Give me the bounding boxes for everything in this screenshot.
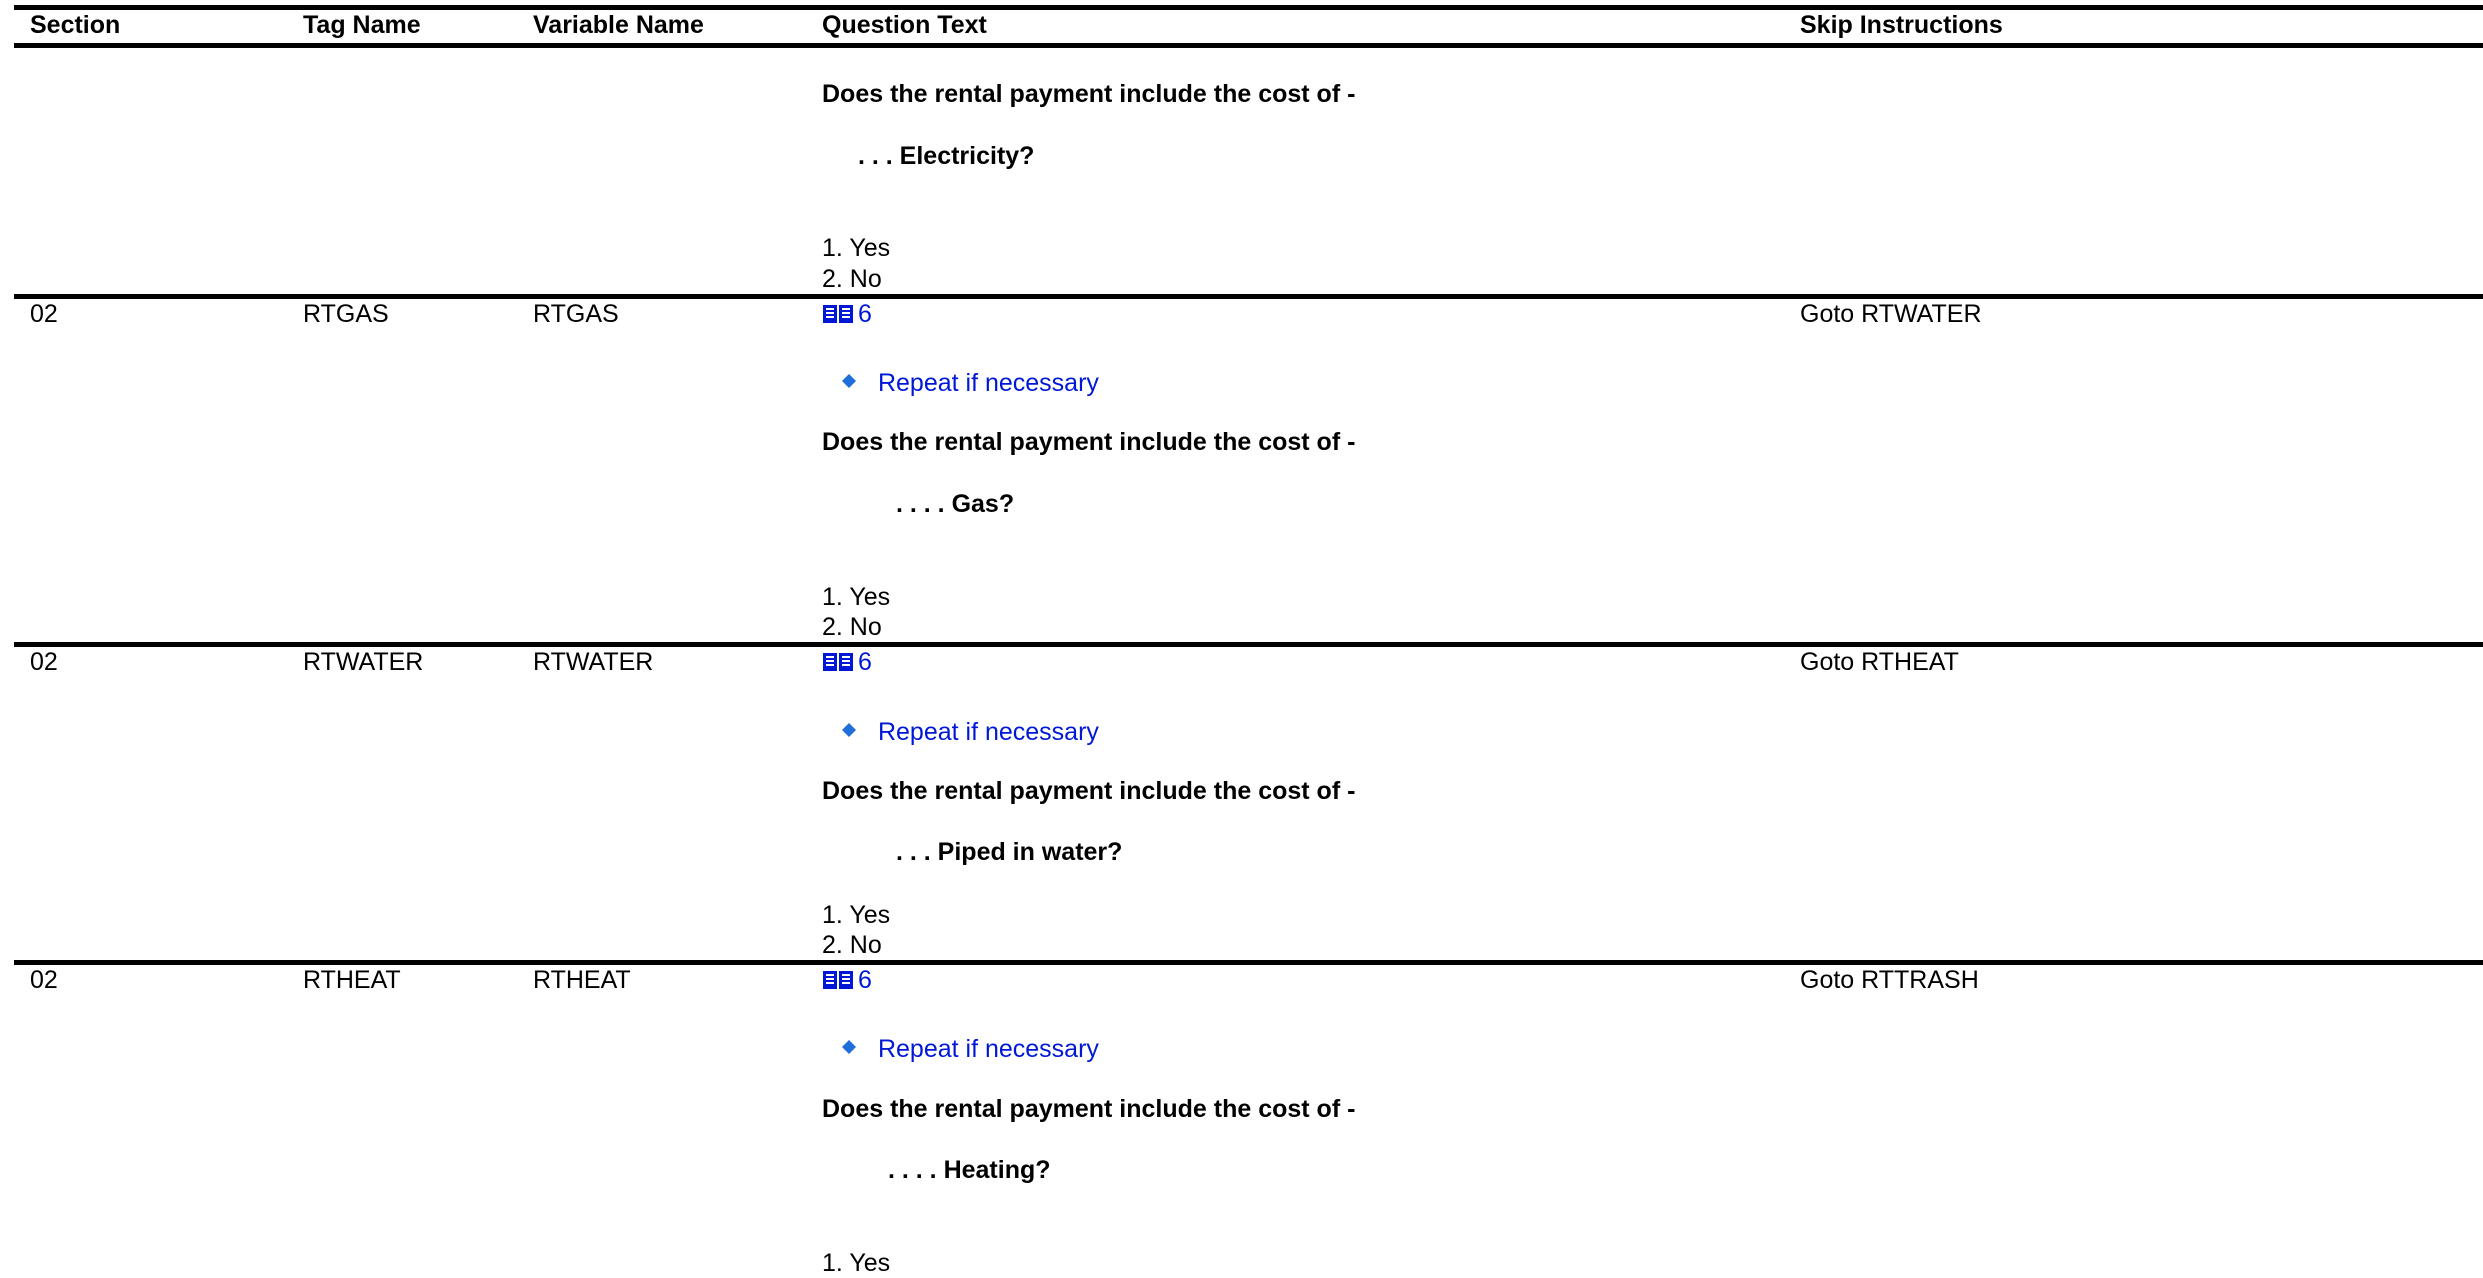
col-header-section: Section: [30, 11, 121, 39]
col-header-tag-name: Tag Name: [303, 11, 421, 39]
answer-option: 2. No: [822, 613, 882, 641]
cell-variable-name: RTWATER: [533, 648, 654, 676]
diamond-bullet-icon: [841, 715, 857, 745]
answer-option: 1. Yes: [822, 901, 891, 929]
question-stem: Does the rental payment include the cost of -: [822, 1095, 1356, 1123]
question-stem: Does the rental payment include the cost of -: [822, 80, 1356, 108]
cell-variable-name: RTGAS: [533, 300, 619, 328]
cell-tag-name: RTWATER: [303, 648, 424, 676]
book-icon: [822, 650, 854, 680]
diamond-bullet-icon: [841, 366, 857, 396]
cell-section: 02: [30, 300, 58, 328]
answer-option: 1. Yes: [822, 1249, 891, 1277]
reference-number: 6: [858, 300, 872, 328]
instruction-text: Repeat if necessary: [877, 1035, 1099, 1063]
diamond-bullet-icon: [841, 1032, 857, 1062]
book-icon: [822, 968, 854, 998]
instruction-note: [841, 366, 1099, 398]
cell-tag-name: RTHEAT: [303, 966, 401, 994]
instruction-note: [841, 1032, 1099, 1064]
cell-skip-instructions: Goto RTTRASH: [1800, 966, 1979, 994]
instruction-text: Repeat if necessary: [877, 718, 1099, 746]
answer-option: 1. Yes: [822, 234, 891, 262]
col-header-variable-name: Variable Name: [533, 11, 704, 39]
cell-section: 02: [30, 648, 58, 676]
cell-section: 02: [30, 966, 58, 994]
question-item: . . . . Heating?: [888, 1156, 1051, 1184]
answer-option: 2. No: [822, 931, 882, 959]
reference-link[interactable]: [822, 647, 872, 680]
cell-skip-instructions: Goto RTWATER: [1800, 300, 1982, 328]
instruction-note: [841, 715, 1099, 747]
question-item: . . . Electricity?: [858, 142, 1035, 170]
reference-number: 6: [858, 648, 872, 676]
question-item: . . . . Gas?: [896, 490, 1015, 518]
cell-tag-name: RTGAS: [303, 300, 389, 328]
col-header-question-text: Question Text: [822, 11, 987, 39]
answer-option: 2. No: [822, 265, 882, 293]
cell-skip-instructions: Goto RTHEAT: [1800, 648, 1959, 676]
question-stem: Does the rental payment include the cost of -: [822, 428, 1356, 456]
instruction-text: Repeat if necessary: [877, 369, 1099, 397]
question-stem: Does the rental payment include the cost of -: [822, 777, 1356, 805]
book-icon: [822, 302, 854, 332]
question-item: . . . Piped in water?: [896, 838, 1123, 866]
reference-link[interactable]: [822, 299, 872, 332]
col-header-skip-instructions: Skip Instructions: [1800, 11, 2003, 39]
header-bottom-rule: [14, 43, 2483, 48]
reference-link[interactable]: [822, 965, 872, 998]
reference-number: 6: [858, 966, 872, 994]
answer-option: 1. Yes: [822, 583, 891, 611]
cell-variable-name: RTHEAT: [533, 966, 631, 994]
